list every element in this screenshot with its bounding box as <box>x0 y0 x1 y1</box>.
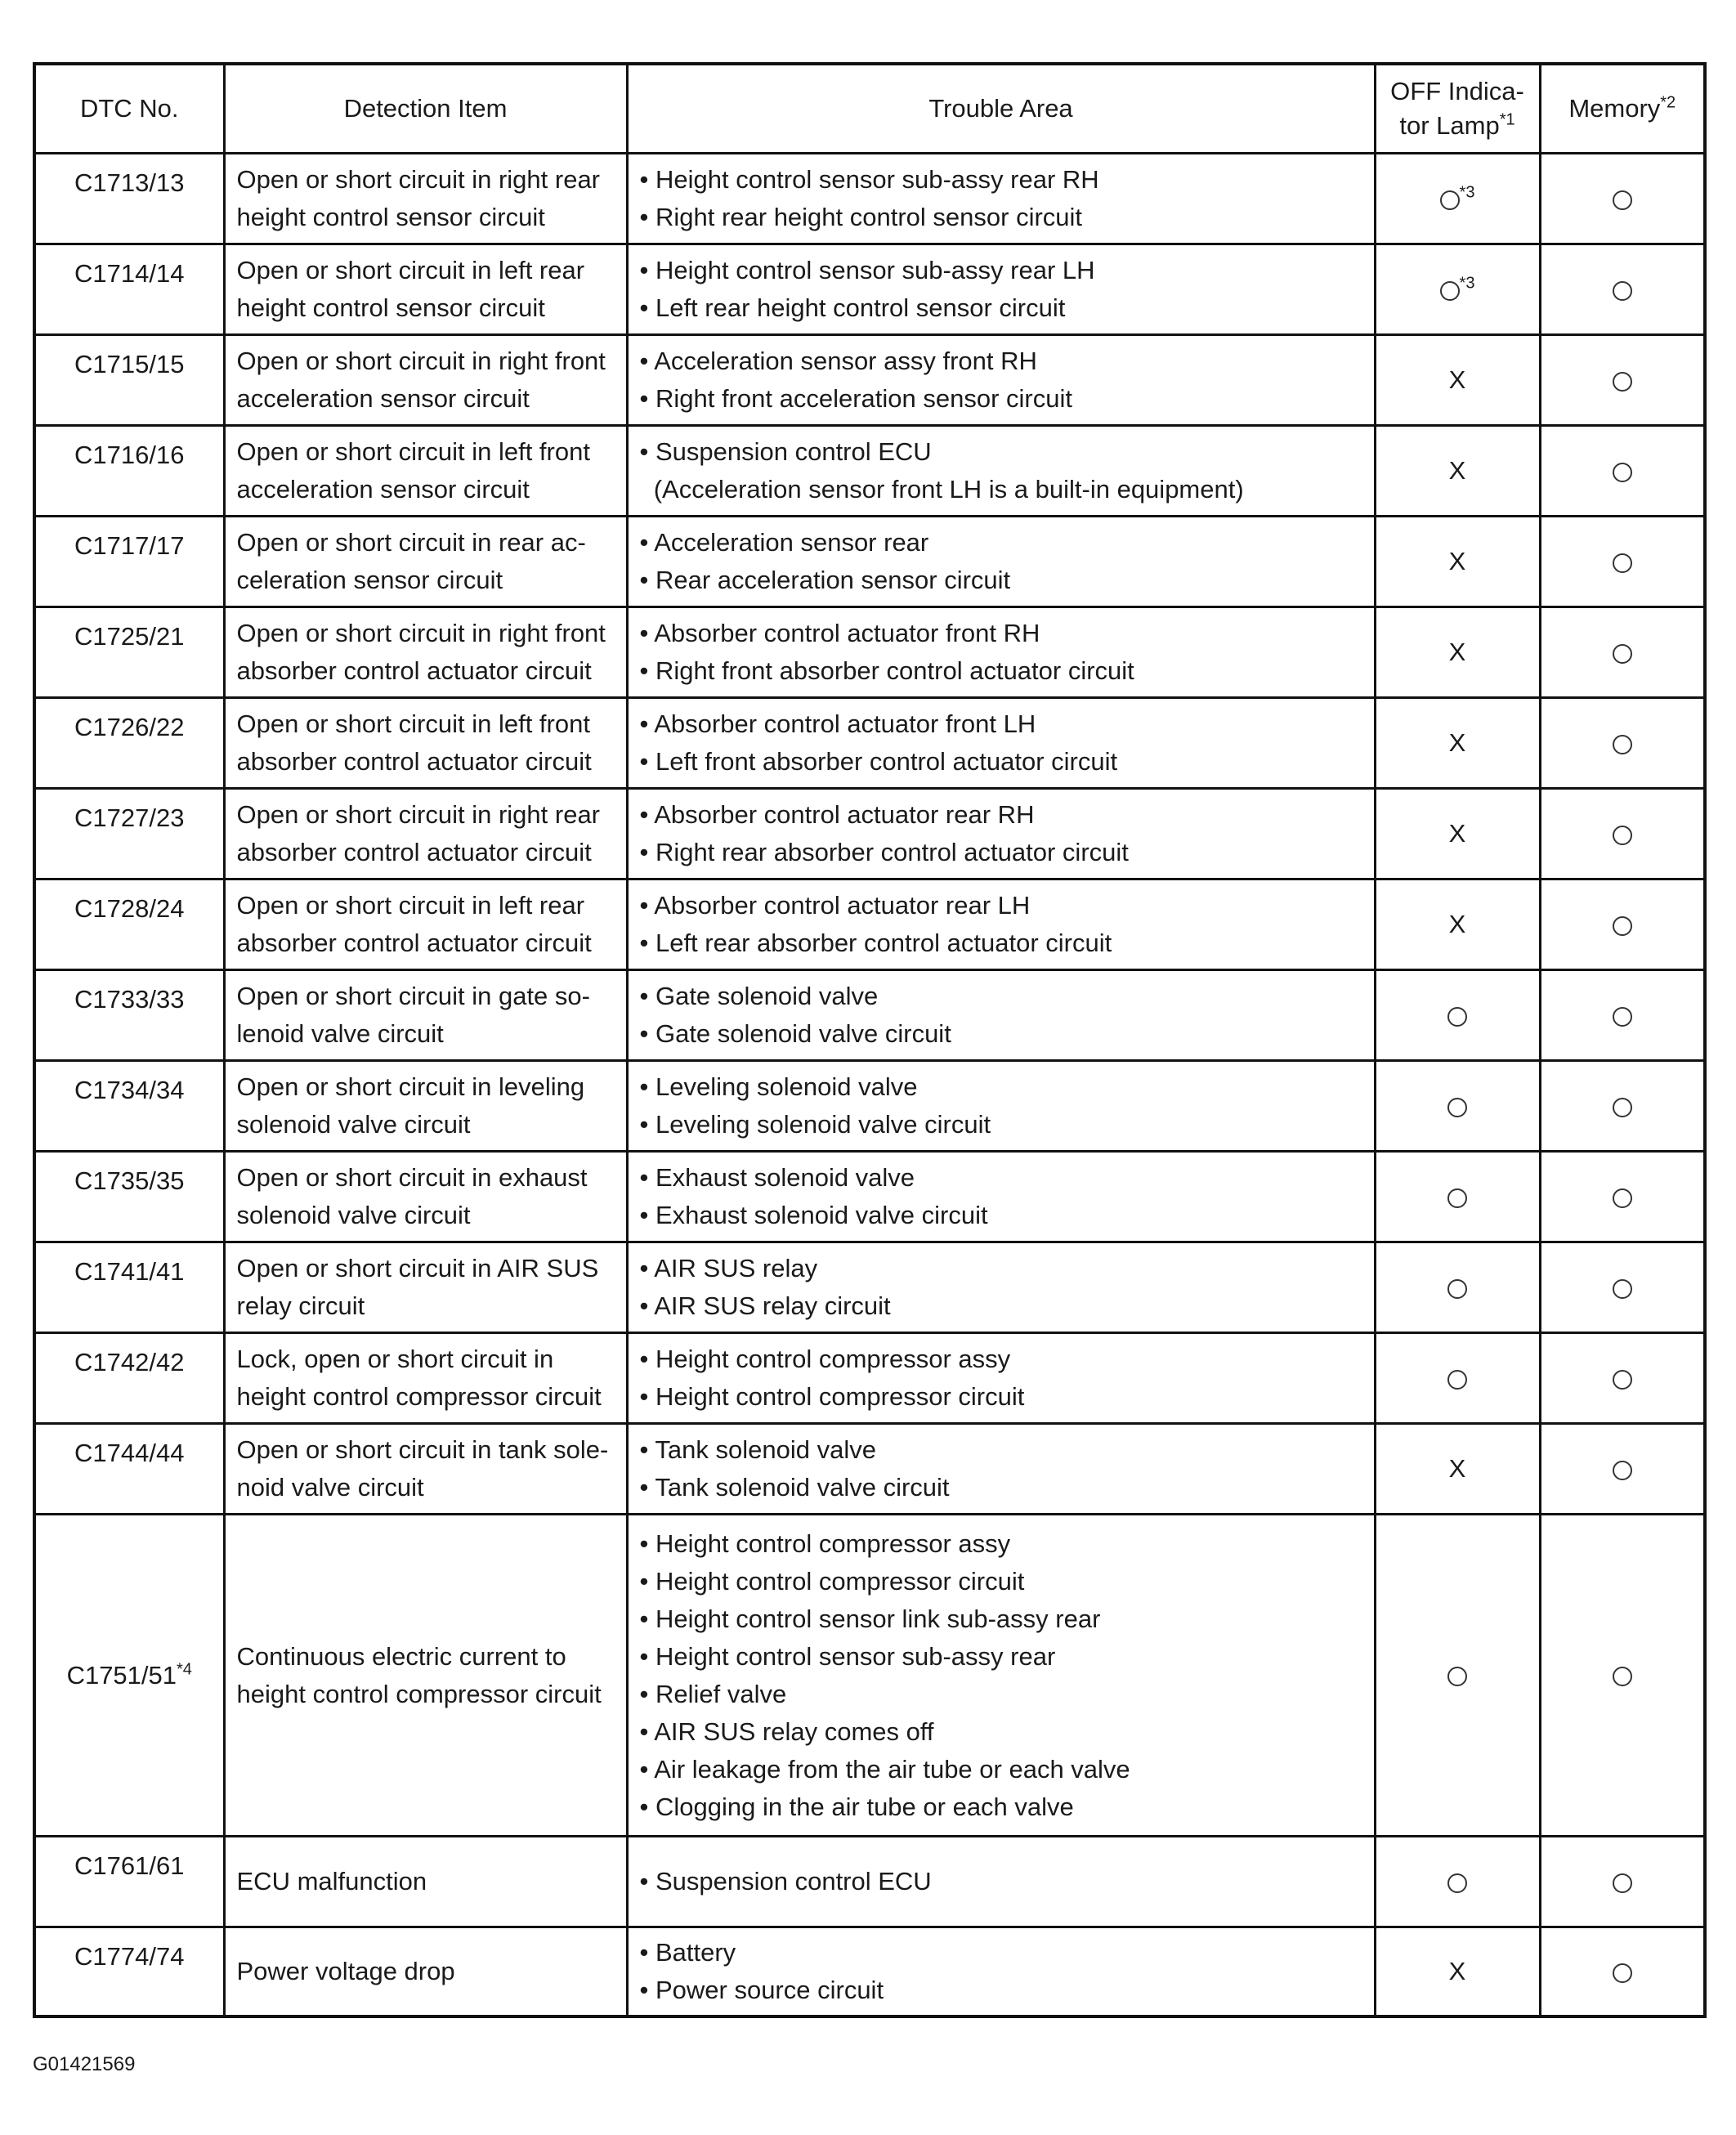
detection-item-cell <box>224 698 627 789</box>
dtc-code: C1733/33 <box>74 985 185 1014</box>
trouble-area-cell <box>627 335 1375 426</box>
dtc-code-cell <box>34 880 224 970</box>
detection-item-line: Open or short circuit in exhaust <box>236 1163 588 1192</box>
header-detection-item <box>224 64 627 154</box>
detection-item-line: acceleration sensor circuit <box>236 475 530 504</box>
trouble-area-line: • Absorber control actuator front LH <box>639 709 1036 738</box>
dtc-code: C1717/17 <box>74 531 185 560</box>
lamp-footnote: *3 <box>1459 183 1475 202</box>
off-indicator-lamp-cell <box>1375 335 1540 426</box>
circle-mark-icon <box>1447 1873 1467 1893</box>
detection-item-line: Open or short circuit in right front <box>236 347 606 375</box>
trouble-area-line: • Leveling solenoid valve <box>639 1072 918 1101</box>
table-row <box>34 698 1705 789</box>
header-trouble-area <box>627 64 1375 154</box>
detection-item-cell <box>224 1515 627 1837</box>
detection-item-line: lenoid valve circuit <box>236 1019 444 1048</box>
lamp-footnote: *3 <box>1459 274 1475 293</box>
table-row <box>34 1152 1705 1242</box>
circle-mark-icon <box>1613 1963 1632 1983</box>
table-row <box>34 335 1705 426</box>
table-row <box>34 880 1705 970</box>
memory-cell <box>1540 1152 1705 1242</box>
trouble-area-line: • Height control sensor sub-assy rear LH <box>639 256 1095 284</box>
circle-mark-icon <box>1613 644 1632 664</box>
circle-mark-icon <box>1447 1188 1467 1208</box>
memory-cell <box>1540 426 1705 517</box>
off-indicator-lamp-cell <box>1375 1424 1540 1515</box>
trouble-area-line: • Height control sensor sub-assy rear <box>639 1641 1056 1671</box>
trouble-area-line: • Leveling solenoid valve circuit <box>639 1110 991 1139</box>
memory-cell <box>1540 880 1705 970</box>
x-mark: X <box>1448 365 1466 394</box>
detection-item-cell <box>224 426 627 517</box>
trouble-area-line: • Relief valve <box>639 1679 787 1708</box>
circle-mark-icon <box>1613 1007 1632 1027</box>
trouble-area-line: • Acceleration sensor assy front RH <box>639 347 1037 375</box>
header-off-indicator-lamp <box>1375 64 1540 154</box>
circle-mark-icon <box>1613 372 1632 392</box>
off-indicator-lamp-cell <box>1375 244 1540 335</box>
trouble-area-cell <box>627 607 1375 698</box>
circle-mark-icon <box>1613 281 1632 301</box>
circle-mark-icon <box>1613 1188 1632 1208</box>
detection-item-cell <box>224 1152 627 1242</box>
trouble-area-line: • Rear acceleration sensor circuit <box>639 566 1011 594</box>
header-lamp-line1: OFF Indica- <box>1390 77 1524 105</box>
detection-item-line: Open or short circuit in left rear <box>236 256 585 284</box>
detection-item-line: absorber control actuator circuit <box>236 656 592 685</box>
dtc-code-cell <box>34 698 224 789</box>
detection-item-line: acceleration sensor circuit <box>236 384 530 413</box>
trouble-area-cell <box>627 789 1375 880</box>
detection-item-line: Open or short circuit in AIR SUS <box>236 1254 599 1282</box>
detection-item-line: Open or short circuit in tank sole- <box>236 1435 609 1464</box>
detection-item-line: absorber control actuator circuit <box>236 929 592 957</box>
trouble-area-line: • Height control sensor sub-assy rear RH <box>639 165 1099 194</box>
memory-cell <box>1540 789 1705 880</box>
table-row <box>34 607 1705 698</box>
dtc-code-cell <box>34 789 224 880</box>
detection-item-line: Open or short circuit in right front <box>236 619 606 647</box>
detection-item-cell <box>224 1242 627 1333</box>
memory-cell <box>1540 335 1705 426</box>
detection-item-line: height control sensor circuit <box>236 203 545 231</box>
detection-item-line: Lock, open or short circuit in <box>236 1345 554 1373</box>
header-row <box>34 64 1705 154</box>
trouble-area-line: • AIR SUS relay <box>639 1254 818 1282</box>
dtc-code: C1725/21 <box>74 622 185 651</box>
memory-cell <box>1540 244 1705 335</box>
x-mark: X <box>1448 456 1466 485</box>
dtc-code-cell <box>34 154 224 244</box>
trouble-area-line: • Clogging in the air tube or each valve <box>639 1792 1074 1821</box>
table-row <box>34 1242 1705 1333</box>
dtc-code-cell <box>34 426 224 517</box>
memory-cell <box>1540 1242 1705 1333</box>
dtc-code: C1726/22 <box>74 713 185 741</box>
off-indicator-lamp-cell <box>1375 426 1540 517</box>
header-memory <box>1540 64 1705 154</box>
detection-item-cell <box>224 970 627 1061</box>
table-row <box>34 1424 1705 1515</box>
trouble-area-line: • Height control compressor circuit <box>639 1382 1025 1411</box>
circle-mark-icon <box>1613 1461 1632 1480</box>
detection-item-cell <box>224 1837 627 1927</box>
header-trouble-label: Trouble Area <box>928 94 1073 123</box>
dtc-code: C1751/51 <box>66 1660 177 1690</box>
trouble-area-line: • Right front acceleration sensor circuit <box>639 384 1072 413</box>
trouble-area-line: • Gate solenoid valve <box>639 982 879 1010</box>
trouble-area-line: • Right rear height control sensor circuit <box>639 203 1083 231</box>
table-row <box>34 154 1705 244</box>
detection-item-line: Power voltage drop <box>236 1956 455 1985</box>
dtc-table-body <box>34 154 1705 2016</box>
off-indicator-lamp-cell <box>1375 1515 1540 1837</box>
off-indicator-lamp-cell <box>1375 789 1540 880</box>
trouble-area-cell <box>627 1061 1375 1152</box>
table-row <box>34 1837 1705 1927</box>
memory-cell <box>1540 1061 1705 1152</box>
trouble-area-cell <box>627 1333 1375 1424</box>
dtc-code: C1774/74 <box>74 1942 185 1971</box>
trouble-area-cell <box>627 880 1375 970</box>
memory-cell <box>1540 517 1705 607</box>
dtc-code: C1741/41 <box>74 1257 185 1286</box>
dtc-code-cell <box>34 1242 224 1333</box>
detection-item-line: relay circuit <box>236 1291 365 1320</box>
detection-item-line: height control compressor circuit <box>236 1382 602 1411</box>
trouble-area-line: • Air leakage from the air tube or each valve <box>639 1754 1130 1784</box>
dtc-code-cell <box>34 970 224 1061</box>
table-row <box>34 426 1705 517</box>
x-mark: X <box>1448 728 1466 757</box>
trouble-area-cell <box>627 1837 1375 1927</box>
detection-item-line: Open or short circuit in rear ac- <box>236 528 586 557</box>
figure-id: G01421569 <box>33 2053 136 2075</box>
dtc-code-cell <box>34 1927 224 2016</box>
trouble-area-line: • Absorber control actuator rear LH <box>639 891 1031 920</box>
circle-mark-icon <box>1447 1098 1467 1117</box>
dtc-code-cell <box>34 1515 224 1837</box>
trouble-area-cell <box>627 244 1375 335</box>
trouble-area-line: • Exhaust solenoid valve <box>639 1163 915 1192</box>
trouble-area-cell <box>627 698 1375 789</box>
dtc-code-cell <box>34 1152 224 1242</box>
detection-item-line: Open or short circuit in leveling <box>236 1072 585 1101</box>
off-indicator-lamp-cell <box>1375 1061 1540 1152</box>
detection-item-line: Open or short circuit in left front <box>236 709 590 738</box>
header-lamp-line2: tor Lamp <box>1399 111 1500 140</box>
memory-cell <box>1540 1424 1705 1515</box>
table-row <box>34 1927 1705 2016</box>
trouble-area-cell <box>627 1424 1375 1515</box>
circle-mark-icon <box>1447 1007 1467 1027</box>
dtc-code-cell <box>34 517 224 607</box>
detection-item-line: Open or short circuit in left rear <box>236 891 585 920</box>
trouble-area-cell <box>627 426 1375 517</box>
circle-mark-icon <box>1613 1279 1632 1299</box>
table-row <box>34 970 1705 1061</box>
trouble-area-line: • Absorber control actuator front RH <box>639 619 1040 647</box>
detection-item-line: Open or short circuit in right rear <box>236 800 601 829</box>
circle-mark-icon <box>1613 916 1632 936</box>
x-mark: X <box>1448 1454 1466 1483</box>
detection-item-line: solenoid valve circuit <box>236 1110 471 1139</box>
trouble-area-cell <box>627 1152 1375 1242</box>
detection-item-cell <box>224 154 627 244</box>
detection-item-cell <box>224 244 627 335</box>
detection-item-line: noid valve circuit <box>236 1473 424 1502</box>
memory-cell <box>1540 970 1705 1061</box>
detection-item-line: height control compressor circuit <box>236 1679 602 1708</box>
x-mark: X <box>1448 638 1466 666</box>
detection-item-cell <box>224 335 627 426</box>
trouble-area-line: • Left rear height control sensor circuit <box>639 293 1066 322</box>
detection-item-line: height control sensor circuit <box>236 293 545 322</box>
detection-item-cell <box>224 1424 627 1515</box>
trouble-area-line: • AIR SUS relay circuit <box>639 1291 891 1320</box>
table-row <box>34 789 1705 880</box>
detection-item-line: absorber control actuator circuit <box>236 747 592 776</box>
x-mark: X <box>1448 547 1466 575</box>
circle-mark-icon <box>1447 1667 1467 1686</box>
circle-mark-icon <box>1447 1279 1467 1299</box>
detection-item-cell <box>224 789 627 880</box>
off-indicator-lamp-cell <box>1375 1242 1540 1333</box>
dtc-code: C1727/23 <box>74 803 185 832</box>
off-indicator-lamp-cell <box>1375 517 1540 607</box>
detection-item-cell <box>224 607 627 698</box>
memory-cell <box>1540 1837 1705 1927</box>
trouble-area-line: • Height control sensor link sub-assy rear <box>639 1604 1101 1633</box>
off-indicator-lamp-cell <box>1375 154 1540 244</box>
circle-mark-icon <box>1447 1370 1467 1390</box>
header-dtc-label: DTC No. <box>79 94 179 123</box>
dtc-code-footnote: *4 <box>177 1660 192 1679</box>
trouble-area-line: • Tank solenoid valve <box>639 1435 876 1464</box>
circle-mark-icon <box>1613 735 1632 754</box>
trouble-area-line: (Acceleration sensor front LH is a built-in equipment) <box>639 475 1244 504</box>
trouble-area-line: • Acceleration sensor rear <box>639 528 929 557</box>
dtc-code-cell <box>34 1424 224 1515</box>
off-indicator-lamp-cell <box>1375 970 1540 1061</box>
detection-item-line: Open or short circuit in right rear <box>236 165 601 194</box>
detection-item-line: Open or short circuit in left front <box>236 437 590 466</box>
memory-cell <box>1540 607 1705 698</box>
trouble-area-line: • Gate solenoid valve circuit <box>639 1019 951 1048</box>
circle-mark-icon <box>1613 1370 1632 1390</box>
trouble-area-cell <box>627 1515 1375 1837</box>
dtc-code: C1713/13 <box>74 168 185 197</box>
header-dtc-no <box>34 64 224 154</box>
trouble-area-cell <box>627 970 1375 1061</box>
off-indicator-lamp-cell <box>1375 1927 1540 2016</box>
header-memory-label: Memory <box>1568 94 1661 123</box>
header-item-label: Detection Item <box>343 94 508 123</box>
memory-cell <box>1540 1515 1705 1837</box>
detection-item-cell <box>224 517 627 607</box>
off-indicator-lamp-cell <box>1375 1152 1540 1242</box>
dtc-code: C1715/15 <box>74 350 185 378</box>
circle-mark-icon <box>1613 553 1632 573</box>
circle-mark-icon <box>1440 281 1460 301</box>
circle-mark-icon <box>1440 190 1460 210</box>
detection-item-cell <box>224 1333 627 1424</box>
dtc-code-cell <box>34 607 224 698</box>
trouble-area-line: • AIR SUS relay comes off <box>639 1717 934 1746</box>
detection-item-line: solenoid valve circuit <box>236 1201 471 1229</box>
trouble-area-line: • Right rear absorber control actuator circuit <box>639 838 1129 866</box>
trouble-area-line: • Height control compressor assy <box>639 1529 1011 1558</box>
x-mark: X <box>1448 910 1466 938</box>
trouble-area-line: • Power source circuit <box>639 1975 884 2004</box>
detection-item-cell <box>224 1927 627 2016</box>
trouble-area-line: • Battery <box>639 1937 736 1967</box>
dtc-code: C1734/34 <box>74 1076 185 1104</box>
table-row <box>34 244 1705 335</box>
memory-cell <box>1540 1927 1705 2016</box>
dtc-code-cell <box>34 1837 224 1927</box>
table-row <box>34 1333 1705 1424</box>
dtc-table <box>33 62 1707 2018</box>
trouble-area-line: • Absorber control actuator rear RH <box>639 800 1035 829</box>
detection-item-line: celeration sensor circuit <box>236 566 503 594</box>
trouble-area-cell <box>627 1242 1375 1333</box>
dtc-code: C1761/61 <box>74 1851 185 1880</box>
table-row <box>34 1061 1705 1152</box>
dtc-code-cell <box>34 335 224 426</box>
detection-item-cell <box>224 880 627 970</box>
trouble-area-cell <box>627 1927 1375 2016</box>
off-indicator-lamp-cell <box>1375 1333 1540 1424</box>
detection-item-line: ECU malfunction <box>236 1867 427 1896</box>
table-row <box>34 1515 1705 1837</box>
circle-mark-icon <box>1613 826 1632 845</box>
trouble-area-line: • Height control compressor assy <box>639 1345 1011 1373</box>
trouble-area-line: • Left front absorber control actuator circuit <box>639 747 1118 776</box>
dtc-code: C1735/35 <box>74 1166 185 1195</box>
trouble-area-cell <box>627 517 1375 607</box>
detection-item-cell <box>224 1061 627 1152</box>
off-indicator-lamp-cell <box>1375 698 1540 789</box>
x-mark: X <box>1448 1956 1466 1985</box>
circle-mark-icon <box>1613 1667 1632 1686</box>
dtc-code-cell <box>34 1333 224 1424</box>
memory-cell <box>1540 154 1705 244</box>
circle-mark-icon <box>1613 1873 1632 1893</box>
trouble-area-line: • Suspension control ECU <box>639 1867 932 1896</box>
trouble-area-line: • Exhaust solenoid valve circuit <box>639 1201 988 1229</box>
dtc-code: C1728/24 <box>74 894 185 923</box>
dtc-code: C1714/14 <box>74 259 185 288</box>
dtc-code: C1716/16 <box>74 441 185 469</box>
dtc-code: C1742/42 <box>74 1348 185 1376</box>
memory-cell <box>1540 1333 1705 1424</box>
detection-item-line: absorber control actuator circuit <box>236 838 592 866</box>
detection-item-line: Continuous electric current to <box>236 1641 566 1671</box>
trouble-area-line: • Suspension control ECU <box>639 437 932 466</box>
dtc-code-cell <box>34 1061 224 1152</box>
header-memory-footnote: *2 <box>1660 93 1676 112</box>
x-mark: X <box>1448 819 1466 848</box>
circle-mark-icon <box>1613 1098 1632 1117</box>
dtc-code-cell <box>34 244 224 335</box>
trouble-area-line: • Height control compressor circuit <box>639 1566 1025 1596</box>
detection-item-line: Open or short circuit in gate so- <box>236 982 590 1010</box>
off-indicator-lamp-cell <box>1375 607 1540 698</box>
trouble-area-line: • Right front absorber control actuator circuit <box>639 656 1134 685</box>
circle-mark-icon <box>1613 463 1632 482</box>
trouble-area-line: • Left rear absorber control actuator circuit <box>639 929 1112 957</box>
dtc-code: C1744/44 <box>74 1439 185 1467</box>
off-indicator-lamp-cell <box>1375 880 1540 970</box>
table-row <box>34 517 1705 607</box>
memory-cell <box>1540 698 1705 789</box>
header-lamp-footnote: *1 <box>1499 110 1515 129</box>
trouble-area-cell <box>627 154 1375 244</box>
trouble-area-line: • Tank solenoid valve circuit <box>639 1473 950 1502</box>
circle-mark-icon <box>1613 190 1632 210</box>
off-indicator-lamp-cell <box>1375 1837 1540 1927</box>
